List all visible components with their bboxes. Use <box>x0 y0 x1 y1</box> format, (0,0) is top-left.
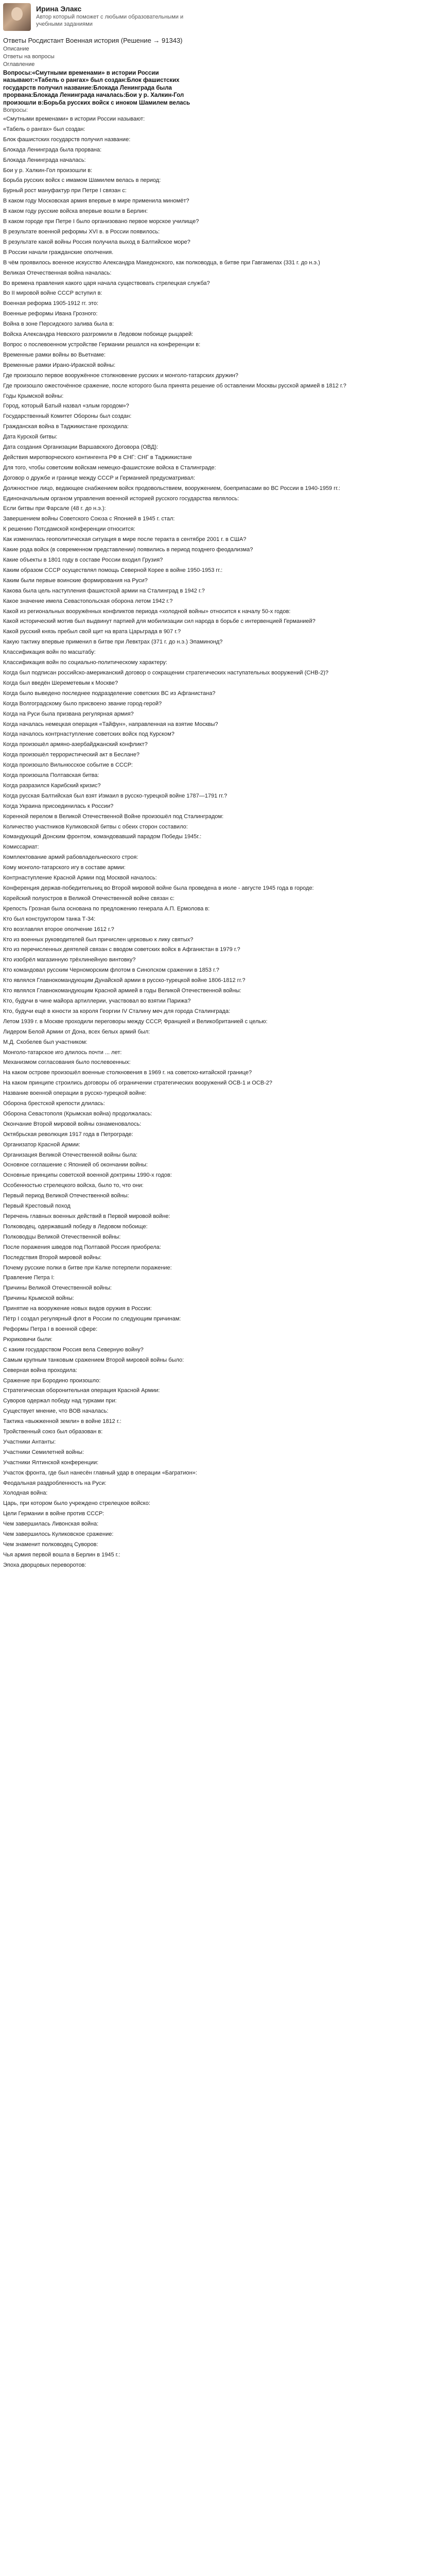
question-item: На каком принципе строились договоры об ограничении стратегических вооружений ОСВ-1 и ОСВ-2? <box>3 1080 272 1087</box>
question-item: Гражданская война в Таджикистане проходила: <box>3 423 129 430</box>
question-item: Кто был конструктором танка Т-34: <box>3 916 96 922</box>
question-item: После поражения шведов под Полтавой Россия приобрела: <box>3 1244 161 1250</box>
toc-line: государств получил название:Блокада Ленинграда была <box>3 84 172 91</box>
question-item: Холодная война: <box>3 1490 48 1497</box>
question-item: Кто, будучи в чине майора артиллерии, участвовал во взятии Парижа? <box>3 997 191 1004</box>
question-item: Когда разразился Карибский кризис? <box>3 782 101 789</box>
question-item: Для того, чтобы советским войскам немецко-фашистские войска в Сталинграде: <box>3 464 216 471</box>
question-item: Как изменилась геополитическая ситуация в мире после теракта в сентябре 2001 г. в США? <box>3 536 247 543</box>
question-item: Северная война проходила: <box>3 1367 77 1374</box>
question-item: Великая Отечественная война началась: <box>3 269 112 276</box>
question-item: Когда началось контрнаступление советских войск под Курском? <box>3 731 175 738</box>
question-item: Количество участников Куликовской битвы с обеих сторон составило: <box>3 823 188 830</box>
question-item: Войска Александра Невского разгромили в Ледовом побоище рыцарей: <box>3 331 194 338</box>
question-item: Коренной перелом в Великой Отечественной Войне произошёл под Сталинградом: <box>3 813 224 820</box>
question-item: Во II мировой войне СССР вступил в: <box>3 290 102 297</box>
question-item: Какие объекты в 1801 году в составе России входил Грузия? <box>3 557 163 563</box>
question-item: В каком году русские войска впервые вошли в Берлин: <box>3 208 148 215</box>
question-item: Принятие на вооружение новых видов оружия в России: <box>3 1306 152 1312</box>
question-item: Какова была цель наступления фашистской армии на Сталинград в 1942 г.? <box>3 587 205 594</box>
question-item: Участок фронта, где был нанесён главный удар в операции «Багратион»: <box>3 1469 197 1476</box>
question-item: Кому монголо-татарского игу в составе армии: <box>3 865 126 871</box>
question-item: Во времена правления какого царя начала существовать стрелецкая служба? <box>3 280 210 286</box>
question-item: Стратегическая оборонительная операция Красной Армии: <box>3 1387 160 1394</box>
question-item: Суворов одержал победу над турками при: <box>3 1398 117 1404</box>
question-item: Когда произошёл армяно-азербайджанский конфликт? <box>3 741 148 748</box>
question-item: Полководцы Великой Отечественной войны: <box>3 1233 121 1240</box>
question-item: Блокада Ленинграда была прорвана: <box>3 146 102 153</box>
question-item: Кто командовал русским Черноморским флотом в Синопском сражении в 1853 г.? <box>3 967 219 974</box>
question-item: Основные принципы советской военной доктрины 1990-х годов: <box>3 1172 172 1179</box>
question-item: Полководец, одержавший победу в Ледовом побоище: <box>3 1223 148 1230</box>
question-item: Название военной операции в русско-турецкой войне: <box>3 1090 147 1097</box>
page-title: Ответы Росдистант Военная история (Решение → 91343) <box>3 37 183 44</box>
toc-line: Вопросы:«Смутными временами» в истории России <box>3 70 159 76</box>
question-item: Единоначальным органом управления военной историей русского государства являлось: <box>3 495 239 502</box>
question-item: Первый Крестовый поход <box>3 1203 71 1210</box>
question-item: Договор о дружбе и границе между СССР и Германией предусматривал: <box>3 474 195 481</box>
question-item: Монголо-татарское иго длилось почти ... лет: <box>3 1049 122 1056</box>
question-item: Корейский полуостров в Великой Отечественной войне связан с: <box>3 895 175 902</box>
question-item: Военная реформа 1905-1912 гг. это: <box>3 300 99 307</box>
question-item: Участники Семилетней войны: <box>3 1449 84 1455</box>
question-item: Какой из региональных вооружённых конфликтов периода «холодной войны» относится к началу 50-х годов: <box>3 608 291 615</box>
question-item: Феодальная раздробленность на Руси: <box>3 1480 107 1486</box>
question-item: Механизмом согласования было послевоенных: <box>3 1059 131 1066</box>
table-of-contents <box>3 70 432 107</box>
question-item: Когда началась немецкая операция «Тайфун», направленная на взятие Москвы? <box>3 721 218 727</box>
question-item: Рюриковичи были: <box>3 1336 53 1343</box>
question-item: На каком острове произошёл военные столкновения в 1969 г. на советско-китайской границе? <box>3 1070 252 1076</box>
toc-line: прорвана:Блокада Ленинграда началась:Бои у р. Халкин-Гол <box>3 92 184 99</box>
question-item: Причины Крымской войны: <box>3 1295 74 1302</box>
question-item: Когда произошёл террористический акт в Беслане? <box>3 752 139 758</box>
question-item: Военные реформы Ивана Грозного: <box>3 311 98 317</box>
question-item: Комплектование армий рабовладельческого строя: <box>3 854 138 861</box>
author-description: Автор который поможет с любыми образовательными и учебными заданиями <box>36 14 184 27</box>
question-item: Лидером Белой Армии от Дона, всех белых армий был: <box>3 1028 150 1035</box>
question-item: Кто, будучи ещё в юности за короля Георгии IV Сталину меч для города Сталинграда: <box>3 1008 231 1014</box>
question-item: Летом 1939 г. в Москве проходили переговоры между СССР, Францией и Великобританией с целью: <box>3 1018 268 1025</box>
description-label: Описание <box>3 46 29 52</box>
toc-line: произошли в:Борьба русских войск с иноком Шамилем велась <box>3 99 190 106</box>
question-item: Какой русский князь пребыл свой щит на врата Царьграда в 907 г.? <box>3 629 181 635</box>
question-item: Блок фашистских государств получил название: <box>3 136 131 143</box>
question-item: В чём проявилось военное искусство Александра Македонского, как полководца, в битве при Гавгамелах (331 г. до н.э.) <box>3 259 320 266</box>
question-item: Первый период Великой Отечественной войны: <box>3 1193 129 1199</box>
question-item: Когда произошло Вильнюсское событие в СССР: <box>3 762 133 769</box>
question-item: Окончание Второй мировой войны ознаменовалось: <box>3 1121 142 1127</box>
question-item: Когда был введён Шереметевым к Москве? <box>3 680 118 686</box>
question-item: Оборона Севастополя (Крымская война) продолжалась: <box>3 1110 152 1117</box>
question-item: Почему русские полки в битве при Калке потерпели поражение: <box>3 1264 172 1271</box>
question-item: Кто из военных руководителей был причислен церковью к лику святых? <box>3 936 194 943</box>
question-item: Царь, при котором было учреждено стрелецкое войско: <box>3 1500 150 1507</box>
question-item: Когда русская Балтийская был взят Измаил в русско-турецкой войне 1787—1791 гг.? <box>3 792 228 799</box>
question-item: Тройственный союз был образован в: <box>3 1429 103 1435</box>
question-item: Когда Волгоградскому было присвоено звание город-герой? <box>3 700 162 707</box>
question-item: Тактика «выжженной земли» в войне 1812 г.: <box>3 1418 121 1425</box>
question-item: Причины Великой Отечественной войны: <box>3 1285 112 1292</box>
question-item: Какие рода войск (в современном представлении) появились в период позднего феодализма? <box>3 547 253 553</box>
question-item: Чем завершилась Ливонская война: <box>3 1521 99 1528</box>
question-item: Крепость Грозная была основана по предложению генерала А.П. Ермолова в: <box>3 905 210 912</box>
question-item: Кто являлся Главнокомандующим Красной армией в годы Великой Отечественной войны: <box>3 988 241 994</box>
question-item: Вопрос о послевоенном устройстве Германии решался на конференции в: <box>3 341 201 348</box>
question-item: Командующий Донским фронтом, командовавший парадом Победы 1945г.: <box>3 834 202 840</box>
question-item: Классификация войн по социально-политическому характеру: <box>3 659 167 666</box>
questions-list <box>3 114 432 1571</box>
question-item: Должностное лицо, ведающее снабжением войск продовольствием, вооружением, боеприпасами во ВС России в 1940-1959 гг.: <box>3 485 340 492</box>
question-item: Цели Германии в войне против СССР: <box>3 1511 104 1517</box>
author-name[interactable]: Ирина Элакс <box>36 5 82 13</box>
question-item: Правление Петра I: <box>3 1275 55 1281</box>
question-item: Кто являлся Главнокомандующим Дунайской армии в русско-турецкой войне 1806-1812 гг.? <box>3 977 246 984</box>
questions-label: Вопросы: <box>3 107 28 114</box>
question-item: Существует мнение, что ВОВ началась: <box>3 1408 109 1415</box>
question-item: Основное соглашение с Японией об окончании войны: <box>3 1162 148 1168</box>
question-item: Когда было выведено последнее подразделение советских ВС из Афганистана? <box>3 690 216 697</box>
question-item: Перечень главных военных действий в Первой мировой войне: <box>3 1213 170 1219</box>
question-item: Дата создания Организации Варшавского Договора (ОВД): <box>3 444 159 451</box>
question-item: Город, который Батый назвал «злым городом»? <box>3 403 129 410</box>
question-item: Годы Крымской войны: <box>3 393 64 399</box>
question-item: Каким образом СССР осуществлял помощь Северной Корее в войне 1950-1953 гг.: <box>3 567 223 573</box>
question-item: М.Д. Скобелев был участником: <box>3 1039 88 1045</box>
question-item: Бои у р. Халкин-Гол произошли в: <box>3 167 93 174</box>
question-item: Эпоха дворцовых переворотов: <box>3 1562 86 1568</box>
question-item: Когда был подписан российско-американский договор о сокращении стратегических наступательных вооружений (СНВ-2)? <box>3 669 329 676</box>
question-item: Когда Украина присоединилась к России? <box>3 803 114 809</box>
question-item: Блокада Ленинграда началась: <box>3 157 86 163</box>
question-item: Контрнаступление Красной Армии под Москвой началось: <box>3 875 157 882</box>
question-item: Участники Антанты: <box>3 1438 56 1445</box>
question-item: Война в зоне Персидского залива была в: <box>3 321 114 328</box>
question-item: Каким были первые воинские формирования на Руси? <box>3 577 148 584</box>
question-item: В каком городе при Петре I было организовано первое морское училище? <box>3 218 199 225</box>
question-item: Где произошло ожесточённое сражение, после которого была принята решение об оставлении Москвы русской армией в 1812 г.? <box>3 382 346 389</box>
question-item: К решению Потсдамской конференции относится: <box>3 526 135 533</box>
question-item: Участники Ялтинской конференции: <box>3 1459 99 1466</box>
question-item: В результате военной реформы XVI в. в России появилось: <box>3 229 160 235</box>
question-item: Борьба русских войск с имамом Шамилем велась в период: <box>3 177 161 184</box>
author-info <box>36 3 190 28</box>
question-item: Сражение при Бородино произошло: <box>3 1377 101 1384</box>
question-item: Организация Великой Отечественной войны была: <box>3 1151 138 1158</box>
question-item: С каким государством Россия вела Северную войну? <box>3 1346 144 1353</box>
question-item: Временные рамки Ирано-Иракской войны: <box>3 362 116 368</box>
question-item: Организатор Красной Армии: <box>3 1141 80 1148</box>
author-avatar[interactable] <box>3 3 31 31</box>
toc-line: называют:«Табель о рангах» был создан:Блок фашистских <box>3 77 180 84</box>
question-item: Кто изобрёл магазинную трёхлинейную винтовку? <box>3 957 136 963</box>
question-item: Действия миротворческого контингента РФ в СНГ: СНГ в Таджикистане <box>3 454 192 461</box>
question-item: Государственный Комитет Обороны был создан: <box>3 413 132 420</box>
question-item: Самым крупным танковым сражением Второй мировой войны было: <box>3 1357 184 1363</box>
question-item: Какое значение имела Севастопольская оборона летом 1942 г.? <box>3 598 173 604</box>
question-item: «Смутными временами» в истории России называют: <box>3 116 145 123</box>
question-item: Конференция держав-победительниц во Второй мировой войне была проведена в июле - августе 1945 года в городе: <box>3 885 314 891</box>
question-item: Комиссариат: <box>3 844 39 851</box>
question-item: Последствия Второй мировой войны: <box>3 1254 102 1261</box>
author-header <box>3 3 432 33</box>
question-item: Какой исторический мотив был выдвинут партией для мобилизации сил народа в борьбе с интервенцией Германией? <box>3 618 316 625</box>
question-item: Классификация войн по масштабу: <box>3 649 96 656</box>
question-item: Октябрьская революция 1917 года в Петрограде: <box>3 1131 133 1138</box>
question-item: Оборона брестской крепости длилась: <box>3 1100 105 1107</box>
question-item: Особенностью стрелецкого войска, было то, что они: <box>3 1182 144 1189</box>
answers-label: Ответы на вопросы <box>3 54 55 60</box>
question-item: Реформы Петра I в военной сфере: <box>3 1326 98 1332</box>
question-item: Дата Курской битвы: <box>3 434 58 440</box>
question-item: «Табель о рангах» был создан: <box>3 126 85 132</box>
question-item: Чья армия первой вошла в Берлин в 1945 г.: <box>3 1551 120 1558</box>
question-item: В каком году Московская армия впервые в мире применила миномёт? <box>3 198 189 205</box>
question-item: Какую тактику впервые применил в битве при Левктрах (371 г. до н.э.) Эпаминонд? <box>3 639 223 646</box>
question-item: Бурный рост мануфактур при Петре I связан с: <box>3 188 127 194</box>
contents-label: Оглавление <box>3 61 35 67</box>
question-item: Когда на Руси была призвана регулярная армия? <box>3 710 134 717</box>
question-item: Пётр I создал регулярный флот в России по следующим причинам: <box>3 1316 181 1323</box>
question-item: Если битвы при Фарсале (48 г. до н.э.): <box>3 505 106 512</box>
question-item: Кто из перечисленных деятелей связан с вводом советских войск в Афганистан в 1979 г.? <box>3 946 240 953</box>
question-item: Временные рамки войны во Вьетнаме: <box>3 351 106 358</box>
question-item: Чем завершилось Куликовское сражение: <box>3 1531 114 1538</box>
question-item: Когда произошла Полтавская битва: <box>3 772 99 779</box>
question-item: Чем знаменит полководец Суворов: <box>3 1541 98 1548</box>
question-item: Кто возглавлял второе ополчение 1612 г.? <box>3 926 114 933</box>
question-item: В России начали гражданские ополчения. <box>3 249 114 256</box>
question-item: Завершением войны Советского Союза с Японией в 1945 г. стал: <box>3 516 175 522</box>
question-item: Где произошло первое вооружённое столкновение русских и монголо-татарских дружин? <box>3 372 238 379</box>
question-item: В результате какой войны Россия получила выход в Балтийское море? <box>3 239 190 245</box>
